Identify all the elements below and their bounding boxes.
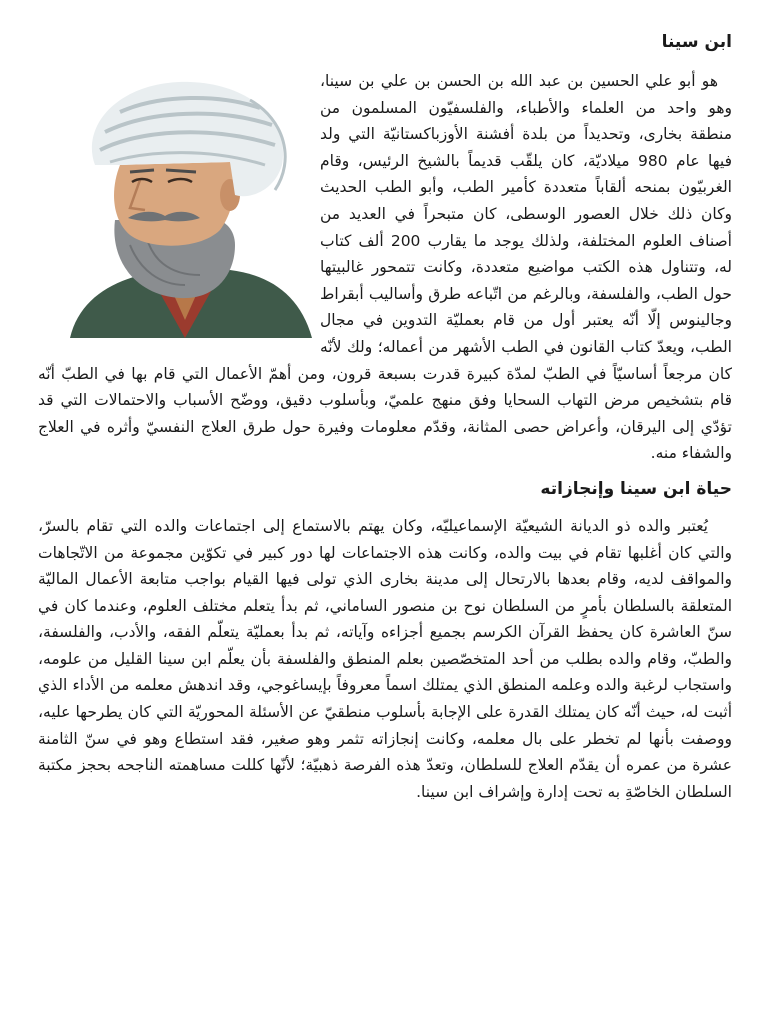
- portrait-image: [50, 70, 320, 338]
- section-title: حياة ابن سينا وإنجازاته: [540, 478, 732, 499]
- section-paragraph: يُعتبر والده ذو الديانة الشيعيّة الإسماعيليّه، وكان يهتم بالاستماع إلى اجتماعات والده التي تقام بالسرّ، والتي كان أغلبها تقام في بيت والده، وكانت هذه الاجتماعات لها دور كبير في تكوّين مجموعة من الاتّجاهات والمواقف لديه، وقام بعدها بالارتحال إلى مدينة بخارى الذي تولى فيها القيام بواجب متابعة الأعمال الماليّة المتعلقة بالسلطان بأمرٍ من السلطان نوح بن منصور الساماني، ثم بدأ يتعلم مختلف العلوم، وعندما كان في سنّ العاشرة كان يحفظ القرآن الكرسم بجميع أجزاءه وآياته، ثم بدأ بعمليّة يتعلّم الفقه، والأدب، والفلسفة، والطبّ، وقام والده بطلب من أحد المتخصّصين بعلم المنطق والفلسفة بأن يعلّم ابن سينا القليل من علومه، واستجاب لرغبة والده وعلمه المنطق الذي يمتلك اسماً معروفاً بإيساغوجي، وقد اندهش معلمه من الأداء الذي أثبت له، حيث أنّه كان يمتلك القدرة على الإجابة بأسلوب منطقيّ عن الأسئلة المحوريّة التي كان يطرحها عليه، ووصفت بأنها لم تخطر على بال معلمه، وكانت إنجازاته تثمر وهو صغير، فقد استطاع وهو في سنّ الثامنة عشرة من عمره أن يقدّم العلاج للسلطان، وتعدّ هذه الفرصة ذهبيّة؛ لأنّها كللت مساهمته الناجحه بحجز مكتبة السلطان الخاصّةِ به تحت إدارة وإشراف ابن سينا.: [38, 516, 732, 801]
- intro-paragraph: هو أبو علي الحسين بن عبد الله بن الحسن بن علي بن سينا، وهو واحد من العلماء والأطباء، والفلسفيّون المسلمون من منطقة بخارى، وتحديداً من بلدة أفشنة الأوزباكستانيّة التي ولد فيها عام 980 ميلاديّة، كان يلقّب قديماً بالشيخ الرئيس، وقام الغربيّون بمنحه ألقاباً متعددة كأمير الطب، وأبو الطب الحديث وكان ذلك خلال العصور الوسطى، كان متبحراً في العديد من أصناف العلوم المختلفة، ولذلك يوجد ما يقارب 200 ألف كتاب له، وتتناول هذه الكتب مواضيع متعددة، وكانت تتمحور غالبيتها حول الطب، والفلسفة، وبالرغم من اتّباعه طرق وأساليب أبقراط وجالينوس إلّا أنّه يعتبر أول من قام بعمليّة التدوين في مجال الطب، ويعدّ كتاب القانون في الطب الأشهر من أعماله؛ ولك لأنّه كان مرجعاً أساسيّاً في الطبّ لمدّة كبيرة قدرت بسبعة قرون، ومن أهمّ الأعمال التي قام بها في الطبّ أنّه قام بتشخيص مرض التهاب السحايا وفق منهج علميّ، وبأسلوب دقيق، ووضّح الأسباب والاحتمالات التي قد تؤدّي إلى اليرقان، وأعراض حصى المثانة، وقدّم معلومات وفيرة حول طرق العلاج النفسيّ وأثره في العلاج والشفاء منه.: [38, 72, 732, 463]
- portrait-illustration-icon: [50, 70, 320, 338]
- article: [38, 30, 732, 805]
- page-title: ابن سينا: [661, 32, 732, 52]
